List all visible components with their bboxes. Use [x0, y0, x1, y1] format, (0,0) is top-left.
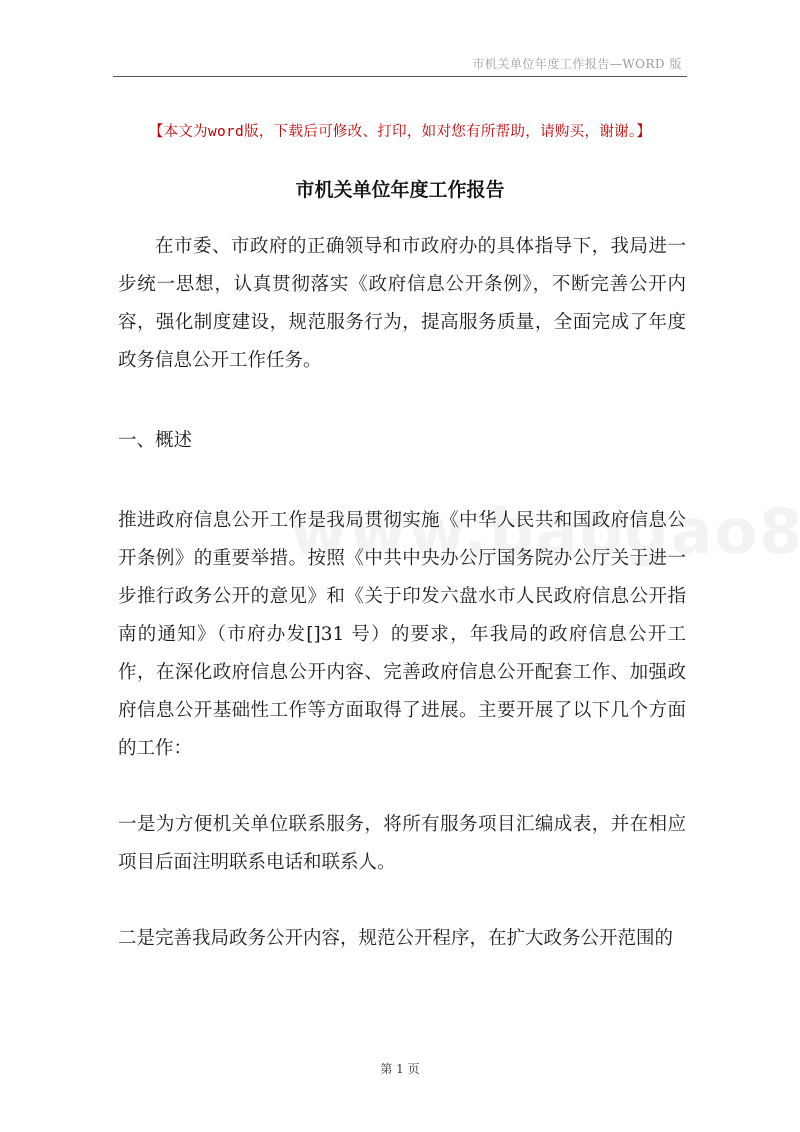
header-divider	[113, 76, 687, 77]
paragraph-overview: 推进政府信息公开工作是我局贯彻实施《中华人民共和国政府信息公开条例》的重要举措。按照《中共中央办公厅国务院办公厅关于进一步推行政务公开的意见》和《关于印发六盘水市人民政府信息公开指南的通知》（市府办发[]31 号）的要求，年我局的政府信息公开工作，在深化政府信息公开内容、完善政府信息公开配套工作、加强政府信息公开基础性工作等方面取得了进展。主要开展了以下几个方面的工作：	[118, 510, 686, 759]
paragraph-item-one: 一是为方便机关单位联系服务，将所有服务项目汇编成表，并在相应项目后面注明联系电话和联系人。	[118, 814, 686, 873]
section-heading-overview: 一、概述	[118, 430, 193, 451]
running-header: 市机关单位年度工作报告—WORD 版	[472, 57, 682, 71]
paragraph-item-two: 二是完善我局政务公开内容，规范公开程序，在扩大政务公开范围的	[118, 928, 674, 949]
paragraph-intro: 在市委、市政府的正确领导和市政府办的具体指导下，我局进一步统一思想，认真贯彻落实《政府信息公开条例》，不断完善公开内容，强化制度建设，规范服务行为，提高服务质量，全面完成了年度政务信息公开工作任务。	[118, 236, 686, 371]
document-title: 市机关单位年度工作报告	[295, 179, 505, 201]
document-body	[118, 228, 686, 958]
download-notice: 【本文为word版，下载后可修改、打印，如对您有所帮助，请购买，谢谢。】	[148, 124, 652, 140]
page-number: 第 1 页	[380, 1062, 420, 1076]
